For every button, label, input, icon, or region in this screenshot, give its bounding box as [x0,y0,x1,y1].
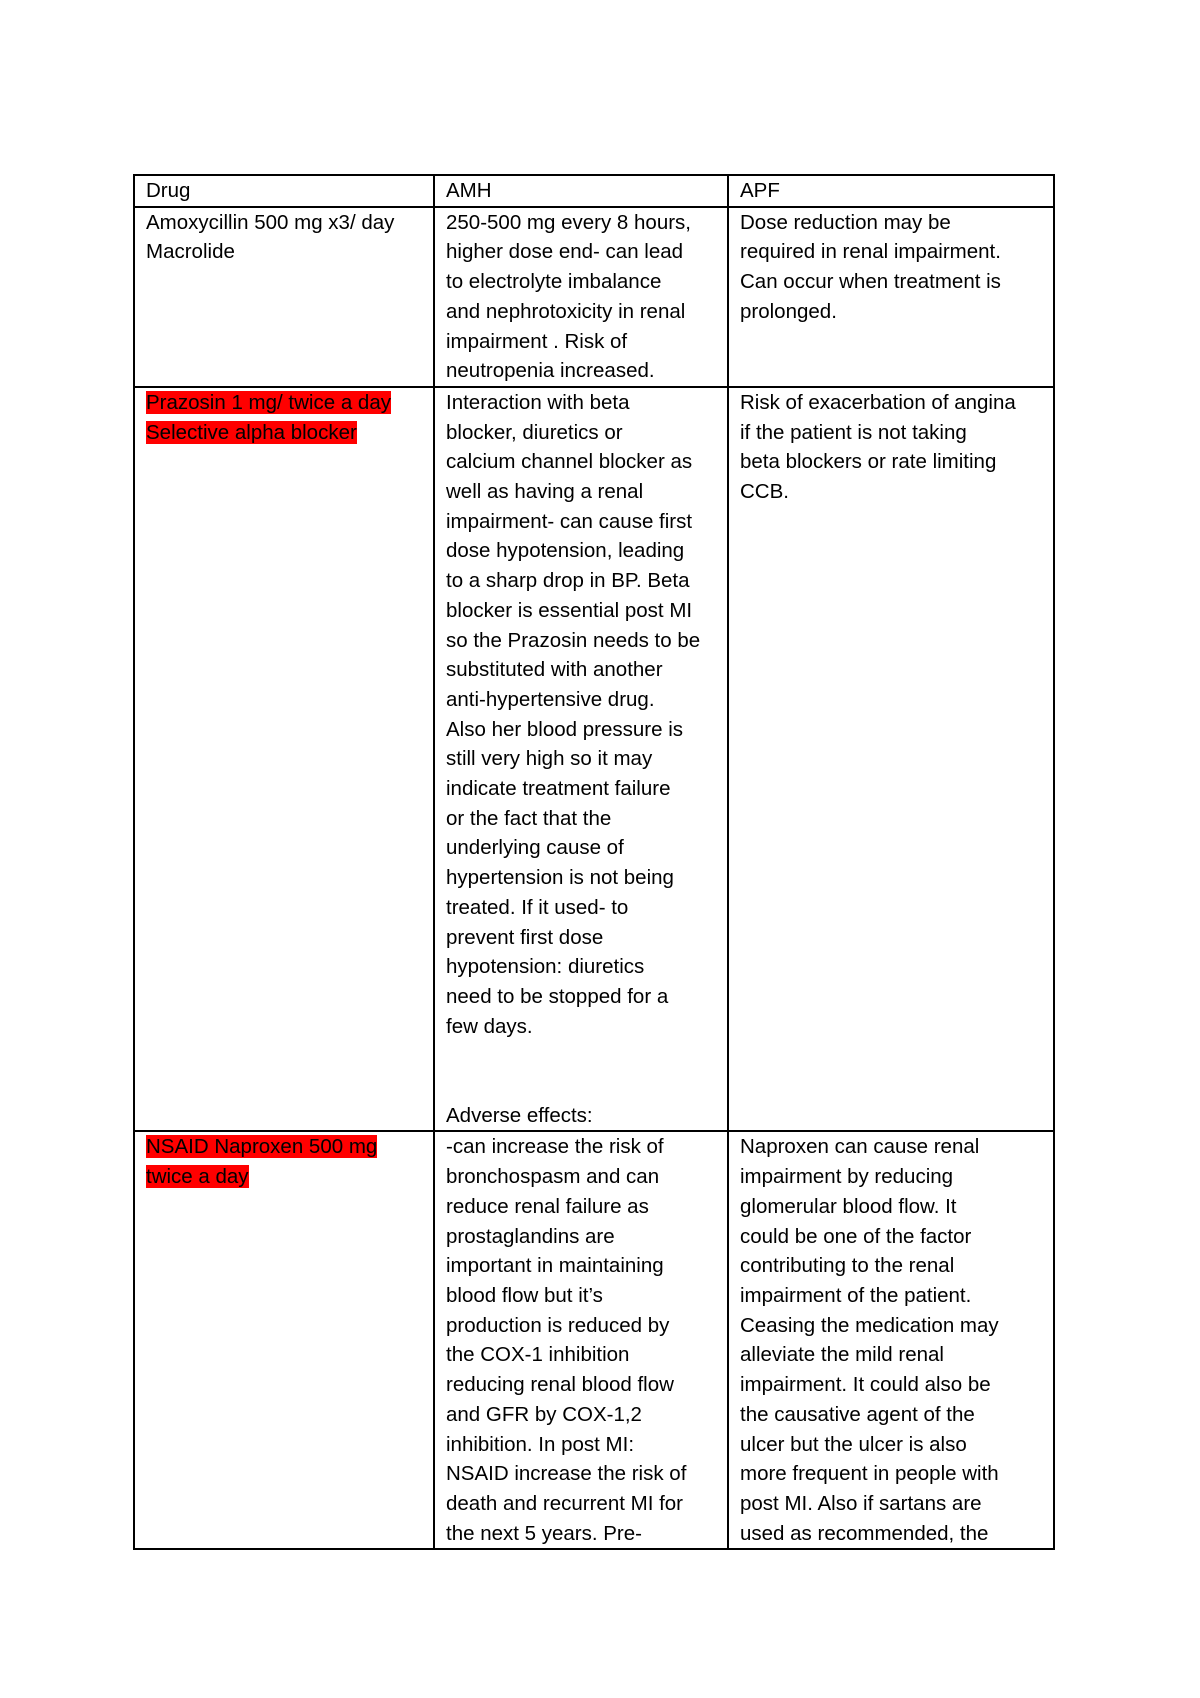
cell-line: reduce renal failure as [446,1194,649,1218]
cell-line: blood flow but it’s [446,1283,603,1307]
cell-apf [728,1131,1054,1549]
cell-amh [434,207,728,387]
cell-line: -can increase the risk of [446,1135,664,1159]
cell-amh [434,1131,728,1549]
cell-line: and nephrotoxicity in renal [446,299,686,323]
cell-line: and GFR by COX-1,2 [446,1402,642,1426]
cell-line: Amoxycillin 500 mg x3/ day [146,210,395,234]
cell-line: prolonged. [740,299,837,323]
cell-line: Naproxen can cause renal [740,1135,980,1159]
cell-line: calcium channel blocker as [446,450,693,474]
cell-line: inhibition. In post MI: [446,1432,635,1456]
cell-line: underlying cause of [446,836,624,860]
cell-drug [134,207,434,387]
cell-line: used as recommended, the [740,1521,989,1545]
cell-line: important in maintaining [446,1254,664,1278]
highlighted-text: twice a day [146,1165,249,1189]
cell-line: contributing to the renal [740,1254,955,1278]
cell-line: reducing renal blood flow [446,1373,674,1397]
cell-line: the COX-1 inhibition [446,1343,630,1367]
cell-line: to electrolyte imbalance [446,270,662,294]
adverse-effects-label: Adverse effects: [446,1103,593,1127]
cell-line: so the Prazosin needs to be [446,628,701,652]
cell-line: to a sharp drop in BP. Beta [446,569,690,593]
cell-drug [134,1131,434,1549]
cell-line: few days. [446,1014,533,1038]
header-apf: APF [728,175,1054,207]
cell-line: Interaction with beta [446,390,630,414]
cell-line [146,1132,425,1162]
cell-drug [134,387,434,1132]
highlighted-text: Prazosin 1 mg/ twice a day [146,390,391,414]
cell-line: NSAID increase the risk of [446,1462,687,1486]
cell-line: if the patient is not taking [740,420,967,444]
cell-amh [434,387,728,1132]
cell-line: Also her blood pressure is [446,717,684,741]
cell-apf [728,387,1054,1132]
cell-line: still very high so it may [446,747,653,771]
cell-line: the causative agent of the [740,1402,975,1426]
cell-line: Can occur when treatment is [740,270,1001,294]
cell-line: 250-500 mg every 8 hours, [446,210,691,234]
table-row [134,387,1054,1132]
highlighted-text: NSAID Naproxen 500 mg [146,1135,378,1159]
cell-line: impairment . Risk of [446,329,628,353]
cell-line: anti-hypertensive drug. [446,687,655,711]
cell-line: bronchospasm and can [446,1165,660,1189]
cell-line: impairment of the patient. [740,1283,972,1307]
cell-line: death and recurrent MI for [446,1491,684,1515]
cell-line: prostaglandins are [446,1224,615,1248]
table-header-row [134,175,1054,207]
cell-line: neutropenia increased. [446,359,655,383]
highlighted-text: Selective alpha blocker [146,420,357,444]
cell-line: dose hypotension, leading [446,539,685,563]
cell-line: could be one of the factor [740,1224,972,1248]
cell-line: glomerular blood flow. It [740,1194,957,1218]
cell-line [146,418,425,448]
cell-line: Risk of exacerbation of angina [740,390,1016,414]
cell-line: ulcer but the ulcer is also [740,1432,967,1456]
cell-line: hypertension is not being [446,866,674,890]
cell-line: required in renal impairment. [740,240,1001,264]
cell-line: well as having a renal [446,480,644,504]
cell-line: hypotension: diuretics [446,955,645,979]
cell-line: production is reduced by [446,1313,670,1337]
cell-line: indicate treatment failure [446,777,671,801]
cell-line: or the fact that the [446,806,612,830]
cell-line: treated. If it used- to [446,895,629,919]
table-row [134,1131,1054,1549]
cell-line: CCB. [740,480,789,504]
cell-line: Dose reduction may be [740,210,951,234]
cell-line: more frequent in people with [740,1462,999,1486]
drug-comparison-table [133,174,1055,1550]
header-drug: Drug [134,175,434,207]
cell-line: post MI. Also if sartans are [740,1491,982,1515]
cell-line: blocker is essential post MI [446,598,693,622]
cell-line: impairment. It could also be [740,1373,991,1397]
cell-line: Macrolide [146,240,235,264]
cell-apf [728,207,1054,387]
cell-line: beta blockers or rate limiting [740,450,997,474]
cell-line [146,1162,425,1192]
cell-line: substituted with another [446,658,663,682]
cell-line: Ceasing the medication may [740,1313,999,1337]
table-row [134,207,1054,387]
cell-line [146,388,425,418]
cell-line: the next 5 years. Pre- [446,1521,642,1545]
cell-line: higher dose end- can lead [446,240,684,264]
cell-line: impairment- can cause first [446,509,693,533]
header-amh: AMH [434,175,728,207]
cell-line: impairment by reducing [740,1165,954,1189]
cell-line: blocker, diuretics or [446,420,623,444]
cell-line: prevent first dose [446,925,604,949]
cell-line: alleviate the mild renal [740,1343,944,1367]
cell-line: need to be stopped for a [446,984,669,1008]
